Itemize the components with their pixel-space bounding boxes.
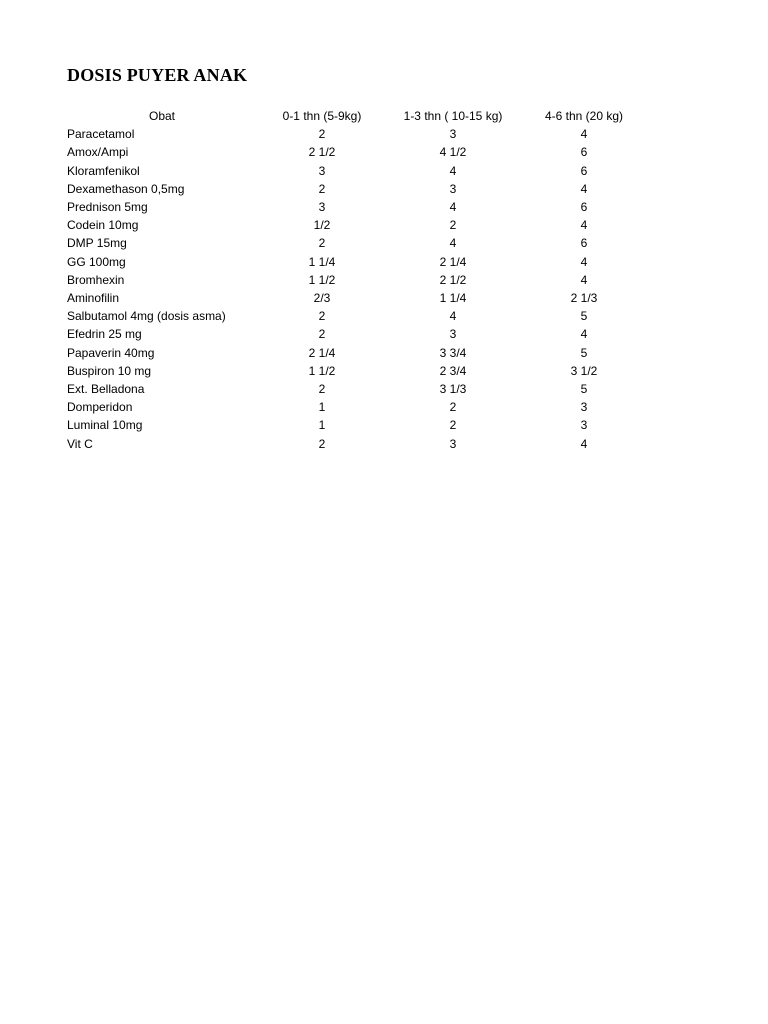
table-row bbox=[67, 125, 649, 143]
dose-age-1-3-cell: 2 bbox=[449, 218, 457, 233]
dose-age-4-6-cell: 6 bbox=[580, 200, 588, 215]
dose-age-0-1-cell: 1 1/2 bbox=[308, 272, 336, 287]
dose-age-0-1-cell: 2 1/4 bbox=[308, 345, 336, 360]
dose-age-1-3-cell: 3 bbox=[449, 327, 457, 342]
drug-name-cell: Ext. Belladona bbox=[67, 382, 145, 397]
dose-age-0-1-cell: 2 bbox=[318, 309, 326, 324]
dose-age-1-3-cell: 4 bbox=[449, 200, 457, 215]
table-row bbox=[67, 380, 649, 398]
table-row bbox=[67, 234, 649, 252]
table-row bbox=[67, 289, 649, 307]
table-row bbox=[67, 271, 649, 289]
dose-age-1-3-cell: 3 bbox=[449, 127, 457, 142]
drug-name-cell: Paracetamol bbox=[67, 127, 135, 142]
dose-age-0-1-cell: 2 bbox=[318, 236, 326, 251]
dose-age-0-1-cell: 2 bbox=[318, 327, 326, 342]
drug-name-cell: Dexamethason 0,5mg bbox=[67, 181, 185, 196]
dose-age-0-1-cell: 1 bbox=[318, 400, 326, 415]
table-row bbox=[67, 162, 649, 180]
dose-age-0-1-cell: 2 bbox=[318, 181, 326, 196]
dose-age-1-3-cell: 2 bbox=[449, 400, 457, 415]
table-row bbox=[67, 143, 649, 161]
dose-age-4-6-cell: 3 bbox=[580, 418, 588, 433]
header-age-4-6: 4-6 thn (20 kg) bbox=[544, 109, 624, 123]
drug-name-cell: Domperidon bbox=[67, 400, 133, 415]
drug-name-cell: GG 100mg bbox=[67, 254, 126, 269]
dose-age-0-1-cell: 2 bbox=[318, 127, 326, 142]
drug-name-cell: Efedrin 25 mg bbox=[67, 327, 142, 342]
drug-name-cell: Papaverin 40mg bbox=[67, 345, 155, 360]
table-row bbox=[67, 325, 649, 343]
drug-name-cell: Bromhexin bbox=[67, 272, 125, 287]
dose-age-1-3-cell: 1 1/4 bbox=[439, 291, 467, 306]
dose-age-4-6-cell: 5 bbox=[580, 309, 588, 324]
dose-age-1-3-cell: 4 bbox=[449, 163, 457, 178]
dose-age-1-3-cell: 2 bbox=[449, 418, 457, 433]
dose-age-4-6-cell: 4 bbox=[580, 254, 588, 269]
dose-age-1-3-cell: 3 3/4 bbox=[439, 345, 467, 360]
dose-age-1-3-cell: 3 bbox=[449, 436, 457, 451]
table-row bbox=[67, 253, 649, 271]
drug-name-cell: Buspiron 10 mg bbox=[67, 363, 152, 378]
dose-age-1-3-cell: 2 1/2 bbox=[439, 272, 467, 287]
dose-age-0-1-cell: 3 bbox=[318, 163, 326, 178]
dose-age-1-3-cell: 4 bbox=[449, 236, 457, 251]
drug-name-cell: Kloramfenikol bbox=[67, 163, 140, 178]
table-header-row bbox=[67, 107, 649, 125]
dose-table bbox=[67, 107, 649, 453]
dose-age-1-3-cell: 2 1/4 bbox=[439, 254, 467, 269]
table-row bbox=[67, 344, 649, 362]
dose-age-1-3-cell: 3 1/3 bbox=[439, 382, 467, 397]
dose-age-0-1-cell: 1 bbox=[318, 418, 326, 433]
header-age-0-1: 0-1 thn (5-9kg) bbox=[282, 109, 362, 123]
table-row bbox=[67, 307, 649, 325]
dose-age-0-1-cell: 1/2 bbox=[313, 218, 331, 233]
dose-age-0-1-cell: 2 1/2 bbox=[308, 145, 336, 160]
drug-name-cell: DMP 15mg bbox=[67, 236, 127, 251]
dose-age-4-6-cell: 5 bbox=[580, 345, 588, 360]
dose-age-4-6-cell: 4 bbox=[580, 327, 588, 342]
drug-name-cell: Aminofilin bbox=[67, 291, 120, 306]
dose-age-0-1-cell: 1 1/4 bbox=[308, 254, 336, 269]
dose-age-4-6-cell: 2 1/3 bbox=[570, 291, 598, 306]
dose-age-0-1-cell: 2/3 bbox=[313, 291, 331, 306]
dose-age-4-6-cell: 5 bbox=[580, 382, 588, 397]
drug-name-cell: Amox/Ampi bbox=[67, 145, 129, 160]
drug-name-cell: Prednison 5mg bbox=[67, 200, 148, 215]
drug-name-cell: Luminal 10mg bbox=[67, 418, 143, 433]
table-row bbox=[67, 180, 649, 198]
dose-age-4-6-cell: 4 bbox=[580, 218, 588, 233]
dose-age-1-3-cell: 2 3/4 bbox=[439, 363, 467, 378]
table-row bbox=[67, 198, 649, 216]
dose-age-1-3-cell: 3 bbox=[449, 181, 457, 196]
dose-age-4-6-cell: 6 bbox=[580, 236, 588, 251]
drug-name-cell: Codein 10mg bbox=[67, 218, 139, 233]
dose-age-4-6-cell: 4 bbox=[580, 127, 588, 142]
header-drug: Obat bbox=[148, 109, 175, 123]
dose-age-4-6-cell: 4 bbox=[580, 181, 588, 196]
table-row bbox=[67, 435, 649, 453]
dose-age-0-1-cell: 2 bbox=[318, 436, 326, 451]
dose-age-1-3-cell: 4 1/2 bbox=[439, 145, 467, 160]
drug-name-cell: Salbutamol 4mg (dosis asma) bbox=[67, 309, 226, 324]
dose-age-4-6-cell: 6 bbox=[580, 163, 588, 178]
dose-age-0-1-cell: 3 bbox=[318, 200, 326, 215]
dose-age-4-6-cell: 3 bbox=[580, 400, 588, 415]
dose-age-4-6-cell: 4 bbox=[580, 272, 588, 287]
table-row bbox=[67, 362, 649, 380]
header-age-1-3: 1-3 thn ( 10-15 kg) bbox=[403, 109, 503, 123]
drug-name-cell: Vit C bbox=[67, 436, 93, 451]
table-body bbox=[67, 125, 649, 453]
dose-age-1-3-cell: 4 bbox=[449, 309, 457, 324]
document-title: DOSIS PUYER ANAK bbox=[67, 65, 248, 85]
table-row bbox=[67, 398, 649, 416]
dose-age-4-6-cell: 4 bbox=[580, 436, 588, 451]
dose-age-0-1-cell: 1 1/2 bbox=[308, 363, 336, 378]
dose-age-4-6-cell: 3 1/2 bbox=[570, 363, 598, 378]
table-row bbox=[67, 216, 649, 234]
dose-age-0-1-cell: 2 bbox=[318, 382, 326, 397]
table-row bbox=[67, 416, 649, 434]
dose-age-4-6-cell: 6 bbox=[580, 145, 588, 160]
